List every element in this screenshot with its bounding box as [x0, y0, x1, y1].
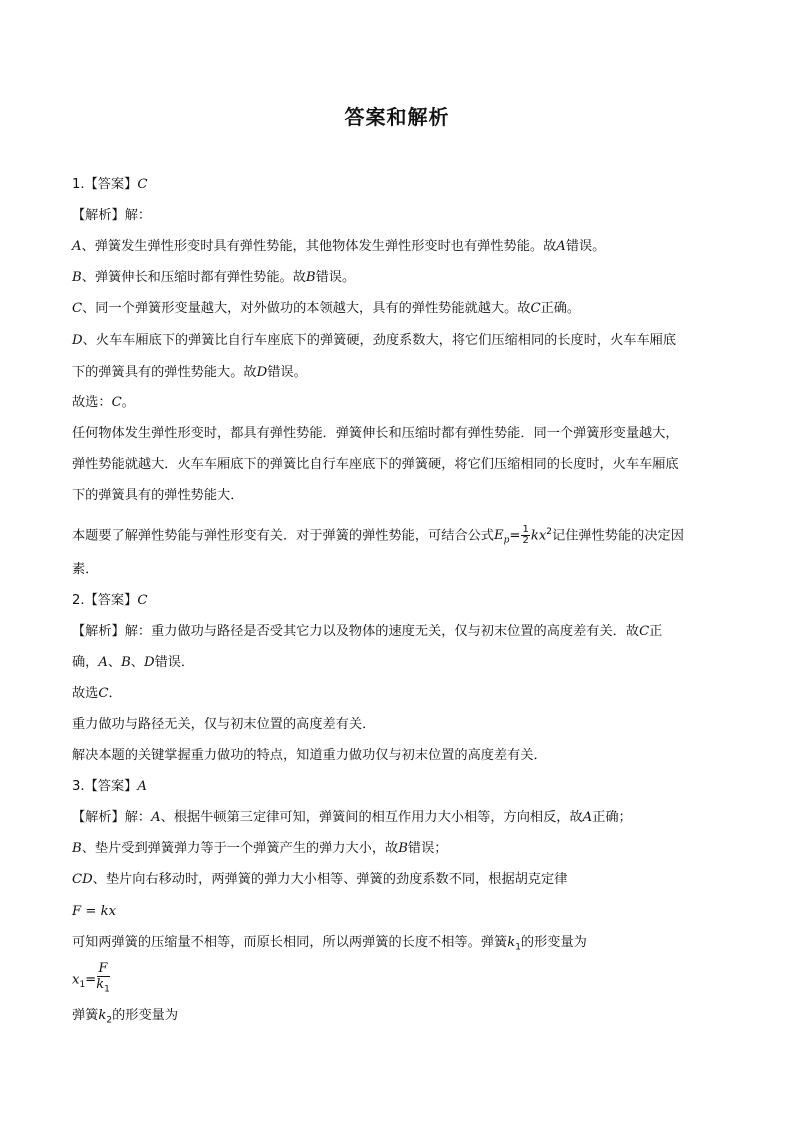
q1-summary-2: 弹性势能就越大．火车车厢底下的弹簧比自行车座底下的弹簧硬，将它们压缩相同的长度时，火车车厢底 — [72, 457, 679, 472]
q1-choose: 故选：C。 — [72, 395, 135, 410]
q1-summary-1: 任何物体发生弹性形变时，都具有弹性势能．弹簧伸长和压缩时都有弹性势能．同一个弹簧形变量越大， — [72, 426, 679, 441]
formula-hooke: F = kx — [72, 904, 117, 919]
q1-note: 本题要了解弹性势能与弹性形变有关．对于弹簧的弹性势能，可结合公式$E_p=$ $\frac{1}{2}$ $kx^2$记住弹性势能的决定因 — [72, 523, 684, 547]
q1-option-c: C、同一个弹簧形变量越大，对外做功的本领越大，具有的弹性势能就越大。故C正确。 — [72, 301, 581, 316]
q3-option-cd: CD、垫片向右移动时，两弹簧的弹力大小相等、弹簧的劲度系数不同，根据胡克定律 — [72, 872, 568, 887]
q3-deform-1: 可知两弹簧的压缩量不相等，而原长相同，所以两弹簧的长度不相等。弹簧$k_1$的形变量为 — [72, 935, 587, 953]
q3-deform-2: 弹簧$k_2$的形变量为 — [72, 1008, 179, 1026]
q3-option-b: B、垫片受到弹簧弹力等于一个弹簧产生的弹力大小，故B错误； — [72, 841, 448, 856]
q1-option-d: D、火车车厢底下的弹簧比自行车座底下的弹簧硬，劲度系数大，将它们压缩相同的长度时，火车车厢底 — [72, 333, 677, 348]
q1-summary-3: 下的弹簧具有的弹性势能大． — [72, 488, 244, 503]
q1-option-b: B、弹簧伸长和压缩时都有弹性势能。故B错误。 — [72, 270, 356, 285]
formula-f-over-k1: $\frac{F}{k_1}$ — [96, 961, 110, 995]
formula-x1: $x_1=\frac{F}{k_1}$ — [72, 961, 732, 998]
q3-answer: 3.【答案】A — [72, 779, 147, 794]
formula-half: $\frac{1}{2}$ — [522, 523, 529, 546]
formula-ep: $E_p$ — [494, 528, 510, 547]
q1-analysis-label: 【解析】解： — [72, 208, 152, 223]
page-title: 答案和解析 — [344, 105, 450, 129]
q1-answer: 1.【答案】C — [72, 177, 148, 192]
q2-answer: 2.【答案】C — [72, 593, 148, 608]
q1-note-end: 素． — [72, 562, 99, 577]
q2-analysis-1: 【解析】解：重力做功与路径是否受其它力以及物体的速度无关，仅与初末位置的高度差有关．故C正 — [72, 624, 663, 639]
q1-option-a: A、弹簧发生弹性形变时具有弹性势能，其他物体发生弹性形变时也有弹性势能。故A错误。 — [72, 239, 606, 254]
q3-analysis-1: 【解析】解：A、根据牛顿第三定律可知，弹簧间的相互作用力大小相等，方向相反，故A正确； — [72, 810, 632, 825]
q2-analysis-2: 确，A、B、D错误． — [72, 655, 195, 670]
q2-choose: 故选C． — [72, 686, 122, 701]
q1-option-d-cont: 下的弹簧具有的弹性势能大。故D错误。 — [72, 365, 307, 380]
q2-summary: 重力做功与路径无关，仅与初末位置的高度差有关． — [72, 717, 376, 732]
q2-note: 解决本题的关键掌握重力做功的特点，知道重力做功仅与初末位置的高度差有关． — [72, 748, 547, 763]
